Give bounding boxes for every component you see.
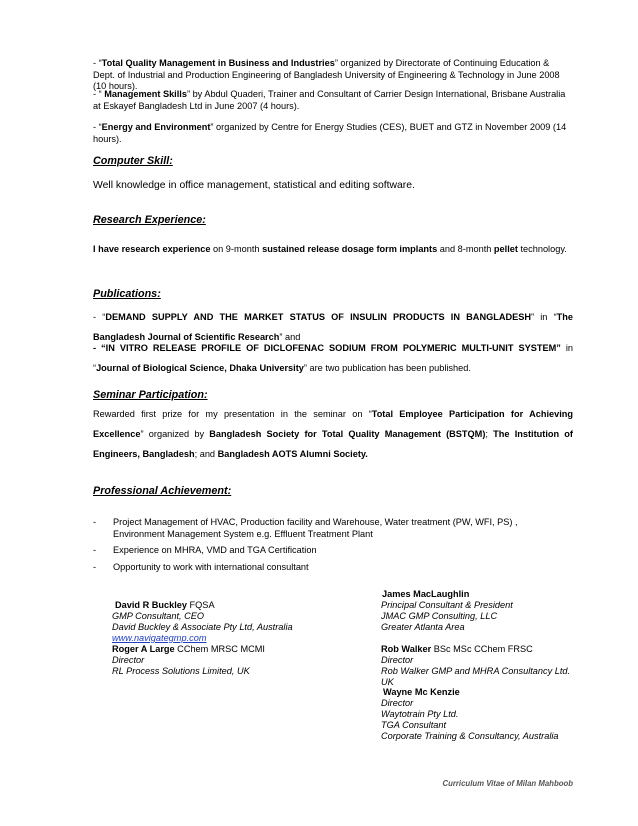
text: ” by Abdul Quaderi, Trainer and Consultant of Carrier Design International, Brisbane Australia at Eskayef Bangladesh Ltd in June 2007 (4 hours). (93, 89, 566, 111)
text: sustained release dosage form implants (262, 244, 438, 254)
text: David R Buckley (115, 600, 187, 610)
referee-title: Director (381, 698, 414, 708)
referee-name (381, 644, 533, 655)
referee-org: David Buckley & Associate Pty Ltd, Australia (112, 622, 293, 632)
text: on 9-month (210, 244, 263, 254)
referee-name: Wayne Mc Kenzie (383, 687, 460, 697)
text: - “ (93, 122, 102, 132)
text: ; and (194, 449, 218, 459)
section-heading-research: Research Experience: (93, 214, 206, 226)
text: Roger A Large (112, 644, 175, 654)
bullet-dash: - (93, 545, 97, 555)
referee-title: Director (381, 655, 414, 665)
referee-name (112, 644, 265, 655)
text: ” are two publication has been published. (303, 363, 471, 373)
text: Total Employee Participation for Achieving Excellence (93, 409, 573, 439)
referee-org: Corporate Training & Consultancy, Australia (381, 731, 559, 741)
section-heading-seminar: Seminar Participation: (93, 389, 208, 401)
training-title: Total Quality Management in Business and Industries (101, 58, 335, 68)
text: ” in “ (531, 312, 557, 322)
training-item-1 (93, 58, 573, 93)
page-footer: Curriculum Vitae of Milan Mahboob (442, 779, 573, 788)
text: Rob Walker (381, 644, 432, 654)
text: pellet (493, 244, 518, 254)
referee-location: Greater Atlanta Area (381, 622, 465, 632)
referee-title: Principal Consultant & President (381, 600, 513, 610)
text: - “ (93, 58, 102, 68)
text: ” organized by Centre for Energy Studies (CES), BUET and GTZ in November 2009 (14 hours). (93, 122, 567, 144)
list-item-text: Opportunity to work with international consultant (113, 562, 309, 572)
text: technology. (517, 244, 567, 254)
bullet-dash: - (93, 517, 97, 527)
text: Rewarded first prize for my presentation in the seminar on “ (93, 409, 372, 419)
journal-name: The Bangladesh Journal of Scientific Research (93, 312, 573, 342)
research-text (93, 239, 573, 259)
list-item-text: Project Management of HVAC, Production facility and Warehouse, Water treatment (PW, WFI, PS) , Environment Management System e.g. Effluent Treatment Plant (113, 517, 518, 539)
referee-name: James MacLaughlin (382, 589, 470, 599)
referee-role: TGA Consultant (381, 720, 447, 730)
referee-website-link[interactable]: www.navigategmp.com (112, 633, 207, 643)
referee-name (115, 600, 215, 611)
text: - “ (93, 89, 105, 99)
publication-2 (93, 338, 573, 378)
referee-title: Director (112, 655, 145, 665)
section-heading-publications: Publications: (93, 288, 161, 300)
text: and 8-month (437, 244, 494, 254)
referee-org: JMAC GMP Consulting, LLC (381, 611, 498, 621)
text: - “ (93, 312, 106, 322)
text: I have research experience (93, 244, 211, 254)
journal-name: Journal of Biological Science, Dhaka University (96, 363, 304, 373)
text: CChem MRSC MCMI (174, 644, 265, 654)
training-title: Management Skills (104, 89, 187, 99)
list-item-text: Experience on MHRA, VMD and TGA Certification (113, 545, 317, 555)
text: Bangladesh Society for Total Quality Management (BSTQM) (209, 429, 486, 439)
text: ” organized by Directorate of Continuing Education & Dept. of Industrial and Production Engineering of Bangladesh University of Engineering & Technology in June 2008 (10 hours). (93, 58, 560, 91)
training-title: Energy and Environment (101, 122, 211, 132)
seminar-text (93, 404, 573, 464)
referee-title: GMP Consultant, CEO (112, 611, 205, 621)
publication-title: - “IN VITRO RELEASE PROFILE OF DICLOFENAC SODIUM FROM POLYMERIC MULTI-UNIT SYSTEM” (93, 343, 561, 353)
text: Bangladesh AOTS Alumni Society. (217, 449, 368, 459)
text: BSc MSc CChem FRSC (431, 644, 533, 654)
text: ; (485, 429, 494, 439)
referee-org: Waytotrain Pty Ltd. (381, 709, 459, 719)
section-heading-computer: Computer Skill: (93, 155, 173, 167)
text: in “ (93, 343, 573, 373)
publication-title: DEMAND SUPPLY AND THE MARKET STATUS OF INSULIN PRODUCTS IN BANGLADESH (105, 312, 531, 322)
text: FQSA (187, 600, 215, 610)
text: The Institution of Engineers, Bangladesh (93, 429, 573, 459)
computer-skill-text: Well knowledge in office management, statistical and editing software. (93, 180, 415, 191)
bullet-dash: - (93, 562, 97, 572)
referee-org: RL Process Solutions Limited, UK (112, 666, 250, 676)
section-heading-achievement: Professional Achievement: (93, 485, 232, 497)
referee-org: Rob Walker GMP and MHRA Consultancy Ltd. UK (381, 666, 571, 687)
text: ” and (279, 332, 301, 342)
training-item-3 (93, 122, 573, 145)
training-item-2 (93, 89, 573, 112)
text: ” organized by (140, 429, 210, 439)
